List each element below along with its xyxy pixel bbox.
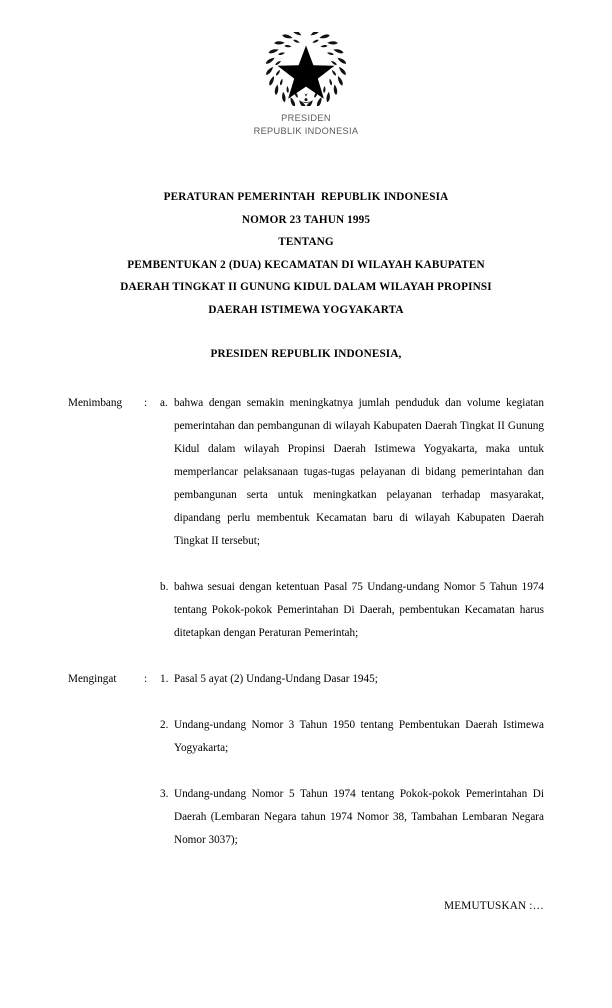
clause-colon-menimbang: : xyxy=(144,397,148,409)
item-text-mengingat-1: Pasal 5 ayat (2) Undang-Undang Dasar 1945; xyxy=(174,673,378,685)
list-item xyxy=(160,576,544,645)
item-text-mengingat-3: Undang-undang Nomor 5 Tahun 1974 tentang Pokok-pokok Pemerintahan Di Daerah (Lembaran Negara tahun 1974 Nomor 38, Tambahan Lembaran Negara Nomor 3037); xyxy=(174,788,544,846)
emblem-caption xyxy=(0,112,612,137)
clause-label-menimbang: Menimbang xyxy=(68,397,123,409)
item-text-mengingat-2: Undang-undang Nomor 3 Tahun 1950 tentang Pembentukan Daerah Istimewa Yogyakarta; xyxy=(174,719,544,754)
emblem-caption-line-1: PRESIDEN xyxy=(281,113,331,123)
item-marker-1: 1. xyxy=(160,673,169,685)
emblem-caption-line-2: REPUBLIK INDONESIA xyxy=(253,125,359,136)
clause-mengingat xyxy=(68,668,544,852)
decision-line: MEMUTUSKAN :… xyxy=(444,900,544,912)
title-line-subject-2: DAERAH TINGKAT II GUNUNG KIDUL DALAM WILAYAH PROPINSI xyxy=(120,281,492,293)
title-line-number-year: NOMOR 23 TAHUN 1995 xyxy=(241,213,371,226)
document-body xyxy=(68,392,544,852)
clause-colon-mengingat: : xyxy=(144,673,148,685)
clause-menimbang xyxy=(68,392,544,645)
item-marker-b: b. xyxy=(160,581,169,593)
presidential-seal-star-wreath-icon xyxy=(264,32,348,106)
title-line-regulation-type: PERATURAN PEMERINTAH REPUBLIK INDONESIA xyxy=(163,191,449,203)
item-text-menimbang-a: bahwa dengan semakin meningkatnya jumlah penduduk dan volume kegiatan pemerintahan dan pembangunan di wilayah Kabupaten Daerah Tingkat II Gunung Kidul dalam wilayah Propinsi Daerah Istimewa Yogyakarta, maka untuk memperlancar pelaksanaan tugas-tugas pelayanan di bidang pemerintahan dan pembangunan serta untuk meningkatkan pelayanan terhadap masyarakat, dipandang perlu membentuk Kecamatan baru di wilayah Kabupaten Daerah Tingkat II tersebut; xyxy=(174,397,544,547)
list-item xyxy=(160,668,544,691)
title-line-subject-1: PEMBENTUKAN 2 (DUA) KECAMATAN DI WILAYAH KABUPATEN xyxy=(127,258,485,271)
presidential-emblem-block xyxy=(0,32,612,137)
document-title-block xyxy=(56,186,556,321)
item-marker-2: 2. xyxy=(160,719,169,731)
item-marker-3: 3. xyxy=(160,788,169,800)
title-line-subject-3: DAERAH ISTIMEWA YOGYAKARTA xyxy=(208,303,404,316)
list-item xyxy=(160,714,544,760)
item-text-menimbang-b: bahwa sesuai dengan ketentuan Pasal 75 Undang-undang Nomor 5 Tahun 1974 tentang Pokok-pokok Pemerintahan Di Daerah, pembentukan Kecamatan harus ditetapkan dengan Peraturan Pemerintah; xyxy=(174,581,544,639)
item-marker-a: a. xyxy=(160,397,168,409)
enacting-authority-heading: PRESIDEN REPUBLIK INDONESIA, xyxy=(210,348,402,360)
clause-items-menimbang xyxy=(160,392,544,645)
clause-items-mengingat xyxy=(160,668,544,852)
clause-label-mengingat: Mengingat xyxy=(68,673,117,685)
list-item xyxy=(160,783,544,852)
list-item xyxy=(160,392,544,553)
title-line-about: TENTANG xyxy=(278,236,334,248)
